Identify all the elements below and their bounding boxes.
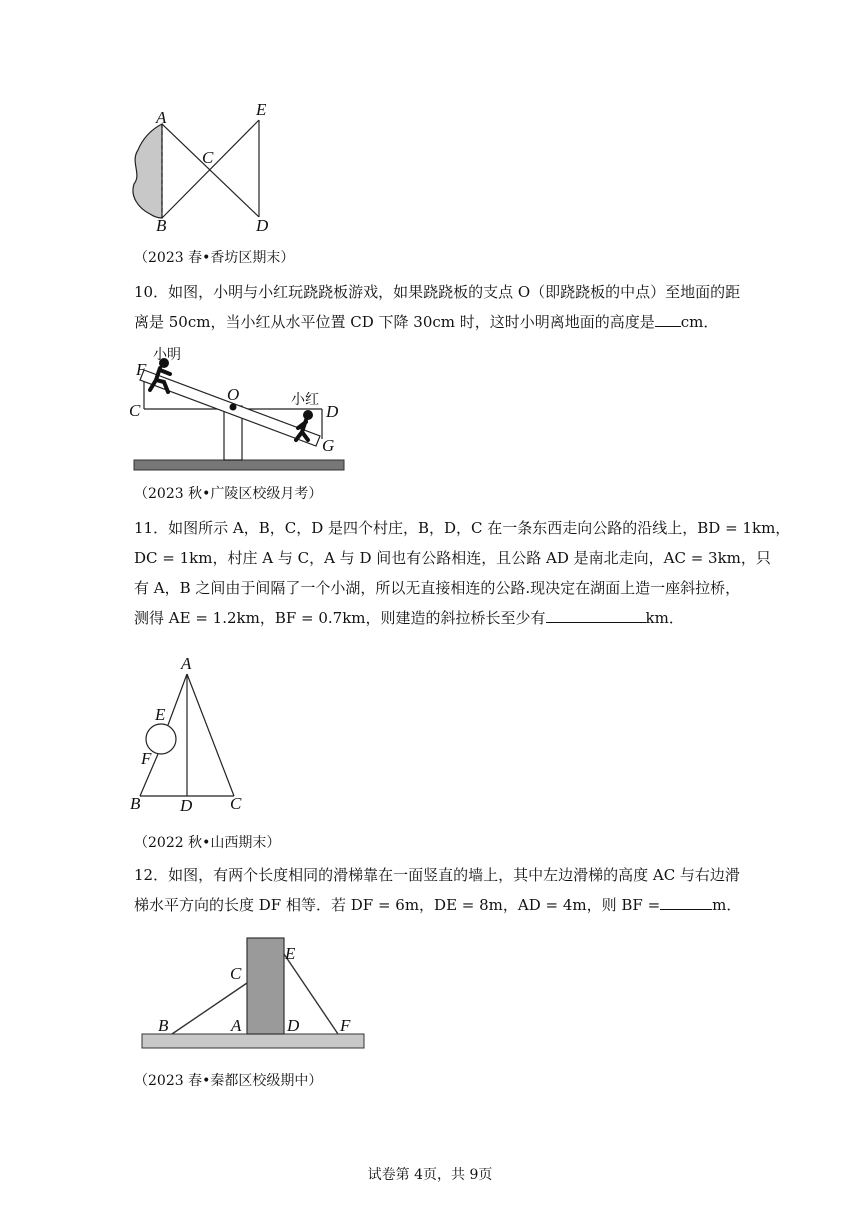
segment-ae	[168, 674, 187, 725]
page-footer: 试卷第 4页，共 9页	[367, 1167, 493, 1183]
label-c-q12: C	[230, 964, 242, 983]
label-d-q9: D	[256, 216, 269, 235]
answer-blank-q12	[660, 893, 712, 910]
label-f-q11: F	[141, 749, 152, 768]
q12-line1: 12．如图，有两个长度相同的滑梯靠在一面竖直的墙上，其中左边滑梯的高度 AC 与右边滑	[134, 866, 740, 884]
source-q9: （2023 春•香坊区期末）	[134, 250, 295, 266]
q11-line2: DC = 1km，村庄 A 与 C，A 与 D 间也有公路相连，且公路 AD 是南北走向，AC = 3km，只	[134, 549, 771, 567]
label-a-q12: A	[231, 1016, 242, 1035]
question-10	[134, 277, 834, 337]
label-c-q11: C	[230, 794, 242, 813]
ground	[134, 460, 344, 470]
label-b-q12: B	[158, 1016, 169, 1035]
label-f-q10: F	[136, 360, 147, 379]
segment-ac	[187, 674, 234, 796]
pond-shape	[133, 124, 162, 218]
label-e-q9: E	[256, 100, 267, 119]
answer-blank-q11	[546, 606, 646, 623]
label-xiaohong: 小红	[291, 392, 319, 408]
answer-blank-q10	[655, 310, 681, 327]
label-d-q12: D	[287, 1016, 300, 1035]
q10-line1: 10．如图，小明与小红玩跷跷板游戏，如果跷跷板的支点 O（即跷跷板的中点）至地面的距	[134, 283, 741, 301]
label-b-q9: B	[156, 216, 167, 235]
q11-line4: 测得 AE = 1.2km，BF = 0.7km，则建造的斜拉桥长至少有 km．	[134, 603, 834, 633]
label-d-q10: D	[326, 402, 339, 421]
question-11	[134, 513, 834, 633]
figure-q12	[140, 936, 370, 1054]
label-o-q10: O	[227, 385, 240, 404]
q12-line2: 梯水平方向的长度 DF 相等．若 DF = 6m，DE = 8m，AD = 4m，则 BF = m．	[134, 890, 834, 920]
label-e-q11: E	[155, 705, 166, 724]
label-e-q12: E	[285, 944, 296, 963]
q10-line2: 离是 50cm，当小红从水平位置 CD 下降 30cm 时，这时小明离地面的高度是 cm．	[134, 307, 834, 337]
source-q12: （2023 春•秦都区校级期中）	[134, 1073, 323, 1089]
ground	[142, 1034, 364, 1048]
label-d-q11: D	[180, 796, 193, 815]
label-f-q12: F	[340, 1016, 351, 1035]
label-c-q10: C	[129, 401, 141, 420]
q11-line3: 有 A，B 之间由于间隔了一个小湖，所以无直接相连的公路.现决定在湖面上造一座斜拉桥，	[134, 579, 741, 597]
question-12	[134, 860, 834, 920]
source-q11: （2022 秋•山西期末）	[134, 835, 281, 851]
label-b-q11: B	[130, 794, 141, 813]
source-q10: （2023 秋•广陵区校级月考）	[134, 486, 323, 502]
label-a-q9: A	[156, 108, 167, 127]
label-a-q11: A	[181, 654, 192, 673]
wall	[247, 938, 284, 1034]
label-c-q9: C	[202, 148, 214, 167]
q11-line1: 11．如图所示 A，B，C，D 是四个村庄，B，D，C 在一条东西走向公路的沿线上，BD = 1km，	[134, 519, 791, 537]
figure-q11	[130, 660, 250, 800]
label-g-q10: G	[322, 436, 335, 455]
label-xiaoming: 小明	[153, 347, 181, 363]
